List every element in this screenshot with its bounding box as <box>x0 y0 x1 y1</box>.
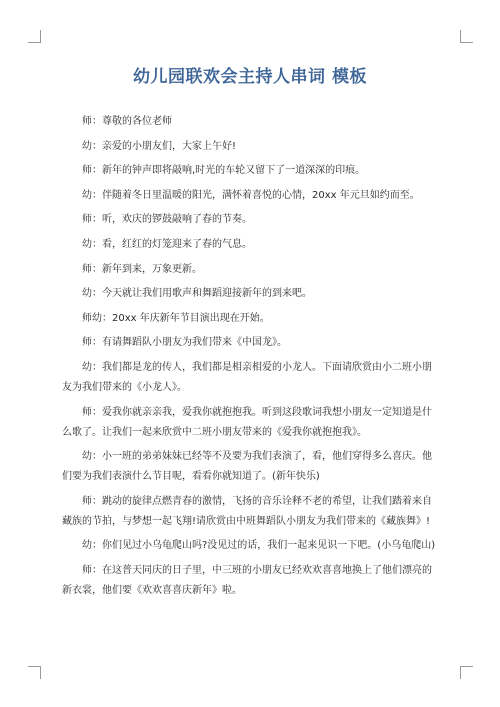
paragraph: 幼：看，红红的灯笼迎来了春的气息。 <box>82 238 252 250</box>
paragraph: 师：有请舞蹈队小朋友为我们带来《中国龙》。 <box>82 337 287 349</box>
crop-mark-top-right <box>460 30 473 43</box>
paragraph: 幼：小一班的弟弟妹妹已经等不及要为我们表演了，看，他们穿得多么喜庆。他们要为我们表演什么节目呢，看看你就知道了。(新年快乐) <box>62 451 432 483</box>
paragraph: 师幼：20xx 年庆新年节目演出现在开始。 <box>82 312 270 324</box>
paragraph: 师：听，欢庆的锣鼓敲响了春的节奏。 <box>82 214 252 226</box>
paragraph: 师：新年到来，万象更新。 <box>82 263 202 275</box>
crop-mark-bottom-left <box>28 666 41 679</box>
crop-mark-bottom-right <box>460 666 473 679</box>
document-body <box>62 112 440 606</box>
document-title: 幼儿园联欢会主持人串词 模板 <box>133 67 367 87</box>
paragraph: 幼：今天就让我们用歌声和舞蹈迎接新年的到来吧。 <box>82 288 312 300</box>
paragraph: 师：新年的钟声即将敲响,时光的车轮又留下了一道深深的印痕。 <box>82 165 366 177</box>
paragraph: 幼：伴随着冬日里温暖的阳光，满怀着喜悦的心情，20xx 年元旦如约而至。 <box>82 189 420 201</box>
paragraph: 师：爱我你就亲亲我，爱我你就抱抱我。听到这段歌词我想小朋友一定知道是什么歌了。让我们一起来欣赏中二班小朋友带来的《爱我你就抱抱我》。 <box>62 406 432 438</box>
paragraph: 师：跳动的旋律点燃青春的激情，飞扬的音乐诠释不老的希望，让我们踏着来自藏族的节拍，与梦想一起飞翔!请欣赏由中班舞蹈队小朋友为我们带来的《藏族舞》! <box>62 495 432 527</box>
paragraph: 幼：你们见过小乌龟爬山吗?没见过的话，我们一起来见识一下吧。(小乌龟爬山) <box>82 540 436 552</box>
paragraph: 师：尊敬的各位老师 <box>82 116 172 127</box>
paragraph: 师：在这普天同庆的日子里，中三班的小朋友已经欢欢喜喜地换上了他们漂亮的新衣裳，他们要《欢欢喜喜庆新年》啦。 <box>62 564 432 596</box>
crop-mark-top-left <box>28 30 41 43</box>
paragraph: 幼：亲爱的小朋友们，大家上午好! <box>82 140 237 152</box>
paragraph: 幼：我们都是龙的传人，我们都是相亲相爱的小龙人。下面请欣赏由小二班小朋友为我们带来的《小龙人》。 <box>62 361 432 393</box>
